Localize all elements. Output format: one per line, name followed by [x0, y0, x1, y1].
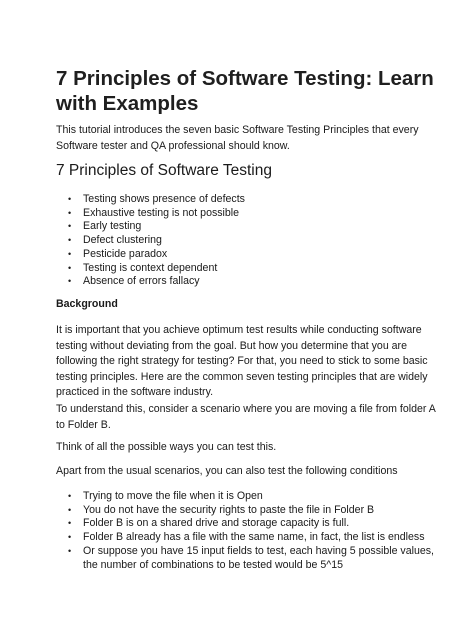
intro-paragraph: This tutorial introduces the seven basic Software Testing Principles that every Software tester and QA professional should know. [56, 124, 419, 152]
paragraph: It is important that you achieve optimum test results while conducting software testing without deviating from the goal. But how you determine that you are following the right strategy for testing? For that, you need to stick to some basic testing principles. Here are the common seven testing principles that are widely practiced in the software industry. [56, 324, 428, 398]
list-item: • Early testing [68, 220, 438, 234]
list-item: • Defect clustering [68, 234, 438, 248]
section-heading: 7 Principles of Software Testing [56, 162, 272, 179]
list-item: • Testing shows presence of defects [68, 193, 438, 207]
list-item: • Folder B is on a shared drive and storage capacity is full. [68, 517, 438, 531]
paragraph: Think of all the possible ways you can test this. [56, 441, 277, 453]
page-title: 7 Principles of Software Testing: Learn with Examples [56, 67, 434, 115]
conditions-list [68, 490, 438, 572]
list-item: • Testing is context dependent [68, 262, 438, 276]
paragraph: To understand this, consider a scenario where you are moving a file from folder A to Folder B. [56, 403, 436, 431]
background-heading: Background [56, 298, 118, 310]
list-item: • Absence of errors fallacy [68, 275, 438, 289]
principles-list [68, 193, 438, 289]
list-item: • You do not have the security rights to paste the file in Folder B [68, 504, 438, 518]
list-item: • Folder B already has a file with the same name, in fact, the list is endless [68, 531, 438, 545]
list-item: • Or suppose you have 15 input fields to test, each having 5 possible values, the number of combinations to be tested would be 5^15 [68, 545, 438, 572]
list-item: • Exhaustive testing is not possible [68, 207, 438, 221]
paragraph: Apart from the usual scenarios, you can also test the following conditions [56, 465, 398, 477]
list-item: • Pesticide paradox [68, 248, 438, 262]
list-item: • Trying to move the file when it is Open [68, 490, 438, 504]
